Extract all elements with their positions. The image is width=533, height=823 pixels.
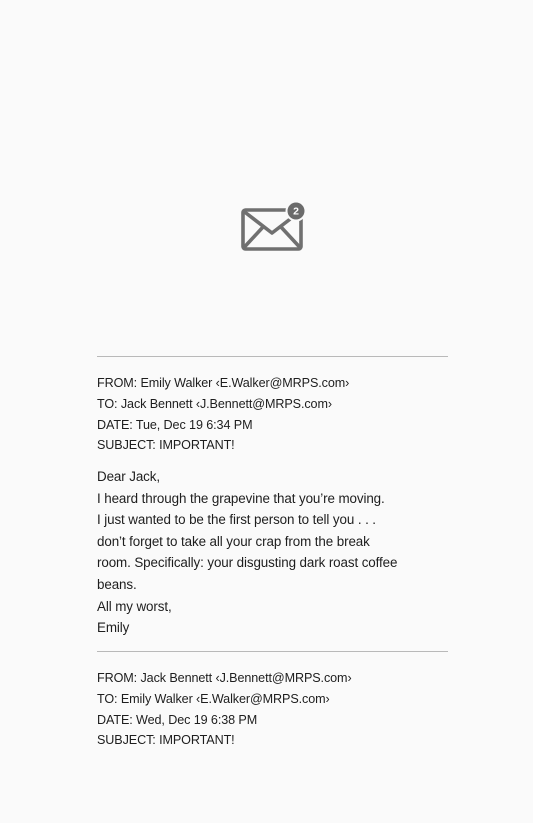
body-line: Dear Jack, xyxy=(97,469,160,484)
subject-line: SUBJECT: IMPORTANT! xyxy=(97,733,235,748)
body-line: I heard through the grapevine that you’re moving. xyxy=(97,490,385,506)
signature: Emily xyxy=(97,620,130,636)
subject-line: SUBJECT: IMPORTANT! xyxy=(97,438,235,453)
email-header-2 xyxy=(97,668,457,751)
from-line: FROM: Jack Bennett ‹J.Bennett@MRPS.com› xyxy=(97,671,352,685)
email-header-1 xyxy=(97,373,457,456)
envelope-icon xyxy=(240,200,308,254)
badge-count: 2 xyxy=(293,205,299,218)
date-line: DATE: Wed, Dec 19 6:38 PM xyxy=(97,712,258,727)
body-line: I just wanted to be the first person to tell you . . . xyxy=(97,512,376,528)
body-line: don’t forget to take all your crap from the break xyxy=(97,533,370,549)
divider xyxy=(97,356,448,357)
sign-off: All my worst, xyxy=(97,598,172,614)
unread-count-badge xyxy=(286,201,307,222)
date-line: DATE: Tue, Dec 19 6:34 PM xyxy=(97,417,253,432)
body-line: beans. xyxy=(97,576,137,592)
divider xyxy=(97,651,448,652)
email-body-1 xyxy=(97,466,457,639)
body-line: room. Specifically: your disgusting dark roast coffee xyxy=(97,555,398,571)
to-line: TO: Emily Walker ‹E.Walker@MRPS.com› xyxy=(97,691,330,706)
to-line: TO: Jack Bennett ‹J.Bennett@MRPS.com› xyxy=(97,396,332,411)
from-line: FROM: Emily Walker ‹E.Walker@MRPS.com› xyxy=(97,376,350,390)
